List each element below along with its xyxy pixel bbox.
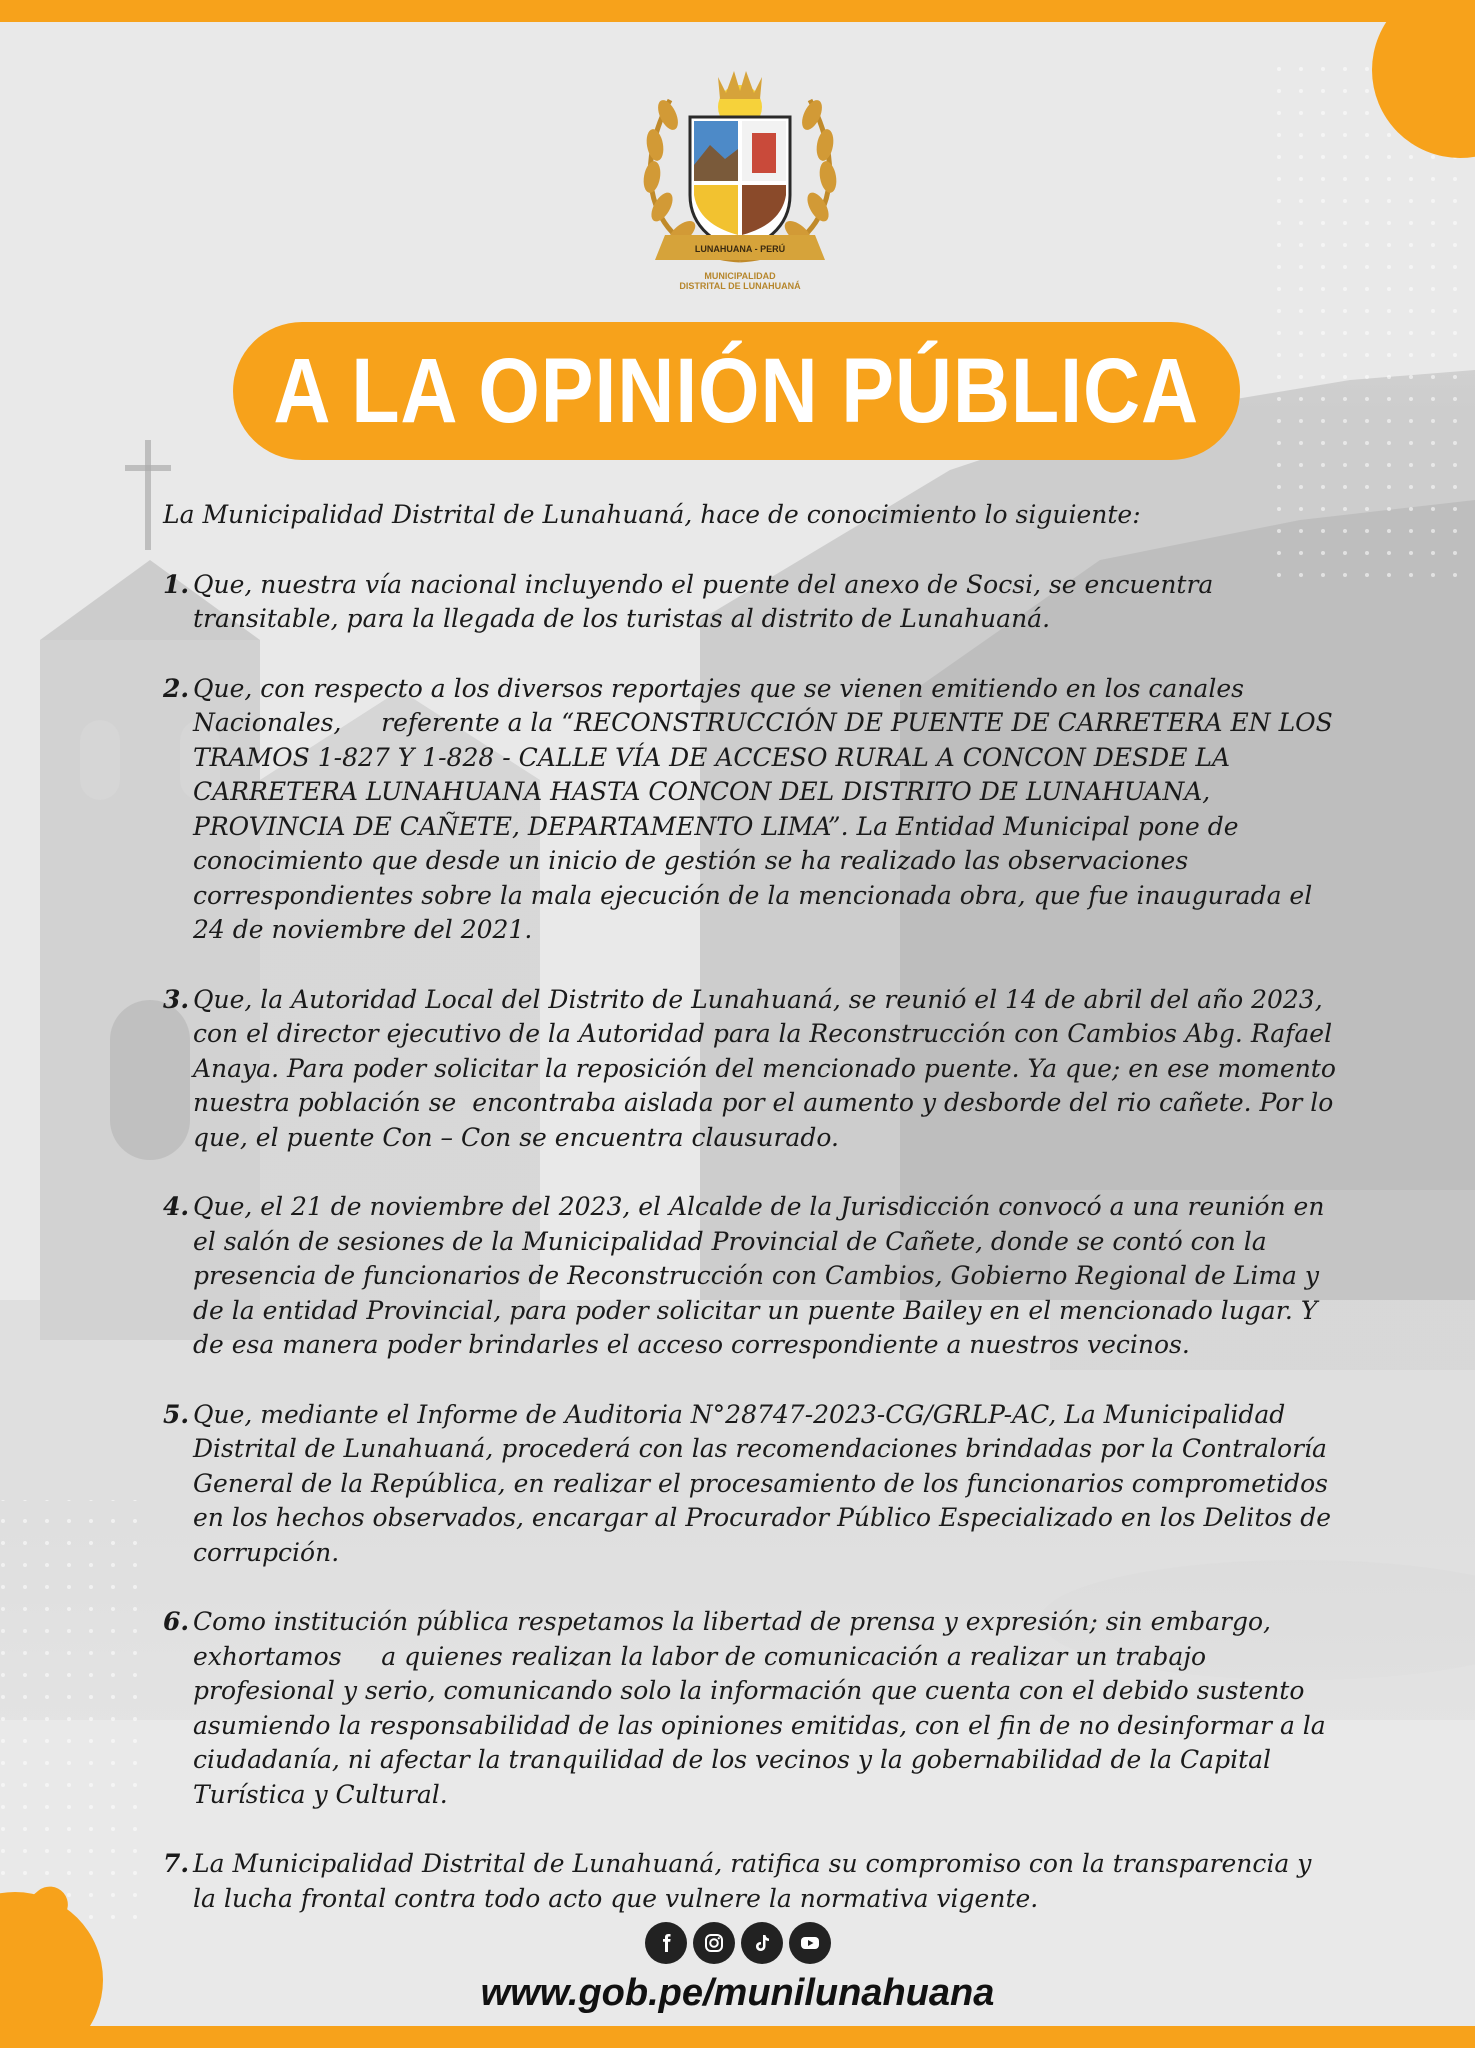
list-item-number: 6. (163, 1607, 190, 1636)
municipality-logo (610, 55, 870, 295)
list-item-number: 3. (163, 984, 190, 1014)
list-item-text: Que, nuestra vía nacional incluyendo el puente del anexo de Socsi, se encuentra transitable, para la llegada de los turistas al distrito de Lunahuaná. (193, 569, 1222, 633)
list-item-number: 1. (163, 569, 190, 599)
page-title: A LA OPINIÓN PÚBLICA (273, 339, 1200, 442)
list-item (163, 1190, 1338, 1363)
intro-text: La Municipalidad Distrital de Lunahuaná, hace de conocimiento lo siguiente: (163, 500, 1141, 529)
website-link[interactable]: www.gob.pe/munilunahuana (480, 1972, 995, 2014)
list-item-text: Que, la Autoridad Local del Distrito de Lunahuaná, se reunió el 14 de abril del año 2023, con el director ejecutivo de la Autoridad para la Reconstrucción con Cambios Abg. Rafael Anaya. Para poder solicitar la reposición del mencionado puente. Ya que; en ese momento nuestra población se encontraba aislada por el aumento y desborde del rio cañete. Por lo que, el puente Con – Con se encuentra clausurado. (193, 984, 1344, 1152)
youtube-icon[interactable] (789, 1922, 831, 1964)
title-banner (233, 322, 1240, 460)
list-item-number: 5. (163, 1399, 190, 1429)
list-item-text: La Municipalidad Distrital de Lunahuaná, ratifica su compromiso con la transparencia y la lucha frontal contra todo acto que vulnere la normativa vigente. (193, 1849, 1320, 1913)
logo-caption-line2: DISTRITAL DE LUNAHUANÁ (679, 281, 801, 291)
logo-caption-line1: MUNICIPALIDAD (704, 271, 776, 281)
facebook-icon[interactable] (645, 1922, 687, 1964)
list-item (163, 983, 1344, 1156)
list-item-number: 2. (163, 673, 190, 703)
list-item (163, 672, 1341, 948)
statement-body (163, 498, 1344, 1951)
list-item (163, 1847, 1338, 1916)
bottom-accent-bar (0, 2026, 1475, 2048)
social-links (645, 1922, 831, 1964)
top-accent-bar (0, 0, 1475, 22)
instagram-icon[interactable] (693, 1922, 735, 1964)
list-item-number: 7. (163, 1849, 190, 1878)
list-item-number: 4. (163, 1192, 190, 1221)
list-item (163, 1398, 1338, 1571)
svg-text:LUNAHUANA - PERÚ: LUNAHUANA - PERÚ (694, 244, 786, 254)
list-item-text: Que, mediante el Informe de Auditoria N°28747-2023-CG/GRLP-AC, La Municipalidad Distrital de Lunahuaná, procederá con las recomendaciones brindadas por la Contraloría General de la República, en realizar el procesamiento de los funcionarios comprometidos en los hechos observados, encargar al Procurador Público Especializado en los Delitos de corrupción. (193, 1399, 1339, 1567)
list-item-text: Como institución pública respetamos la libertad de prensa y expresión; sin embargo, exhortamos a quienes realizan la labor de comunicación a realizar un trabajo profesional y serio, comunicando solo la información que cuenta con el debido sustento asumiendo la responsabilidad de las opiniones emitidas, con el fin de no desinformar a la ciudadanía, ni afectar la tranquilidad de los vecinos y la gobernabilidad de la Capital Turística y Cultural. (193, 1607, 1334, 1809)
list-item-text: Que, el 21 de noviembre del 2023, el Alcalde de la Jurisdicción convocó a una reunión en el salón de sesiones de la Municipalidad Provincial de Cañete, donde se contó con la presencia de funcionarios de Reconstrucción con Cambios, Gobierno Regional de Lima y de la entidad Provincial, para poder solicitar un puente Bailey en el mencionado lugar. Y de esa manera poder brindarles el acceso correspondiente a nuestros vecinos. (193, 1192, 1333, 1359)
list-item (163, 568, 1338, 637)
tiktok-icon[interactable] (741, 1922, 783, 1964)
list-item-text: Que, con respecto a los diversos reportajes que se vienen emitiendo en los canales Nacionales, referente a la “RECONSTRUCCIÓN DE PUENTE DE CARRETERA EN LOS TRAMOS 1-827 Y 1-828 - CALLE VÍA DE ACCESO RURAL A CONCON DESDE LA CARRETERA LUNAHUANA HASTA CONCON DEL DISTRITO DE LUNAHUANA, PROVINCIA DE CAÑETE, DEPARTAMENTO LIMA”. La Entidad Municipal pone de conocimiento que desde un inicio de gestión se ha realizado las observaciones correspondientes sobre la mala ejecución de la mencionada obra, que fue inaugurada el 24 de noviembre del 2021. (193, 673, 1341, 944)
list-item (163, 1605, 1338, 1812)
